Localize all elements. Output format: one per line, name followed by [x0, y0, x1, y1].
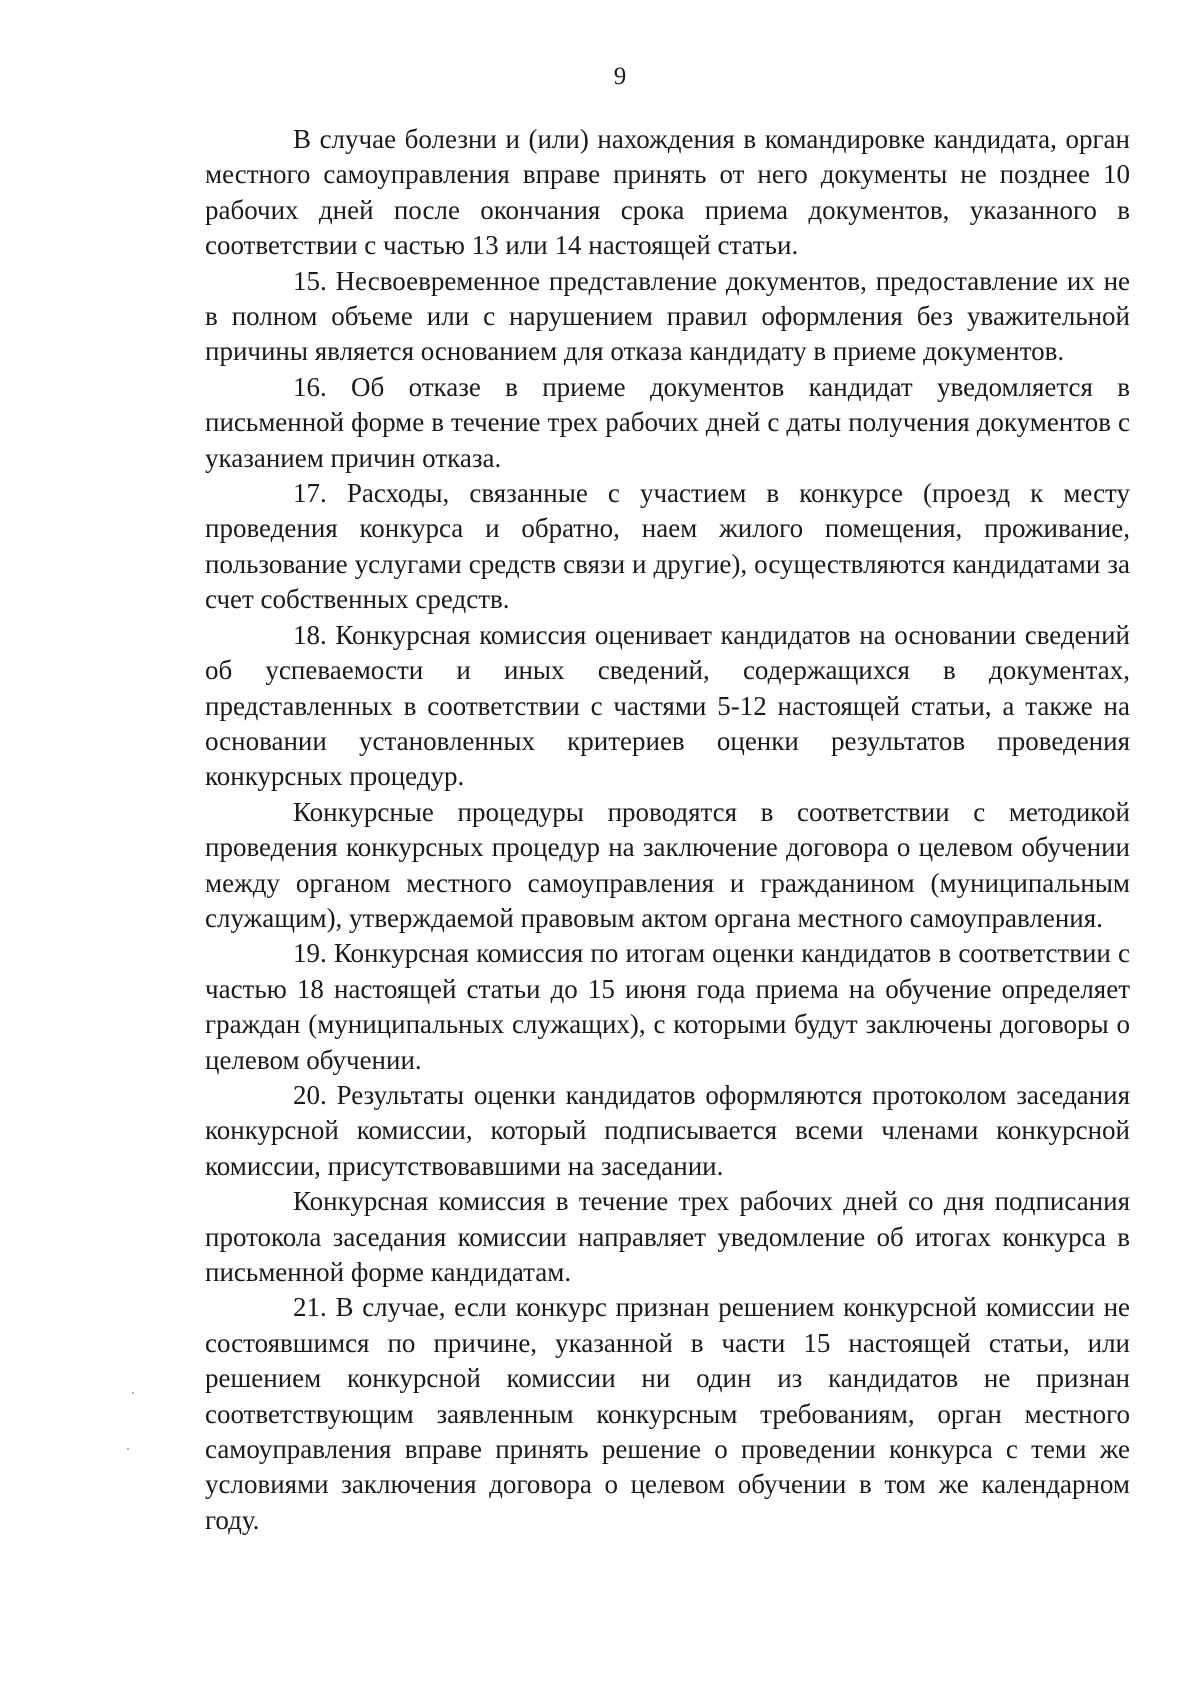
- paragraph: Конкурсные процедуры проводятся в соответствии с методикой проведения конкурсных процедур на заключение договора о целевом обучении между органом местного самоуправления и гражданином (муниципальным служащим), утверждаемой правовым актом органа местного самоуправления.: [205, 796, 1130, 933]
- paragraph: 15. Несвоевременное представление документов, предоставление их не в полном объеме или с нарушением правил оформления без уважительной причины является основанием для отказа кандидату в приеме документов.: [205, 265, 1130, 367]
- paragraph: Конкурсная комиссия в течение трех рабочих дней со дня подписания протокола заседания комиссии направляет уведомление об итогах конкурса в письменной форме кандидатам.: [205, 1186, 1130, 1287]
- paragraph: 21. В случае, если конкурс признан решением конкурсной комиссии не состоявшимся по причине, указанной в части 15 настоящей статьи, или решением конкурсной комиссии ни один из кандидатов не признан соответствующим заявленным конкурсным требованиям, орган местного самоуправления вправе принять решение о проведении конкурса с теми же условиями заключения договора о целевом обучении в том же календарном году.: [205, 1292, 1130, 1535]
- paragraph: 20. Результаты оценки кандидатов оформляются протоколом заседания конкурсной комиссии, который подписывается всеми членами конкурсной комиссии, присутствовавшими на заседании.: [205, 1079, 1130, 1181]
- scan-speck: [132, 1392, 134, 1394]
- paragraph: 19. Конкурсная комиссия по итогам оценки кандидатов в соответствии с частью 18 настоящей статьи до 15 июня года приема на обучение определяет граждан (муниципальных служащих), с которыми будут заключены договоры о целевом обучении.: [205, 938, 1130, 1075]
- scan-speck: [127, 1448, 129, 1450]
- paragraph: В случае болезни и (или) нахождения в командировке кандидата, орган местного самоуправления вправе принять от него документы не позднее 10 рабочих дней после окончания срока приема документов, указанного в соответствии с частью 13 или 14 настоящей статьи.: [205, 124, 1130, 261]
- page-number: 9: [613, 63, 627, 90]
- paragraph: 16. Об отказе в приеме документов кандидат уведомляется в письменной форме в течение трех рабочих дней с даты получения документов с указанием причин отказа.: [205, 371, 1130, 473]
- paragraph: 18. Конкурсная комиссия оценивает кандидатов на основании сведений об успеваемости и иных сведений, содержащихся в документах, представленных в соответствии с частями 5-12 настоящей статьи, а также на основании установленных критериев оценки результатов проведения конкурсных процедур.: [205, 619, 1130, 792]
- paragraph: 17. Расходы, связанные с участием в конкурсе (проезд к месту проведения конкурса и обратно, наем жилого помещения, проживание, пользование услугами средств связи и другие), осуществляются кандидатами за счет собственных средств.: [205, 478, 1130, 615]
- document-body: [205, 122, 1130, 1538]
